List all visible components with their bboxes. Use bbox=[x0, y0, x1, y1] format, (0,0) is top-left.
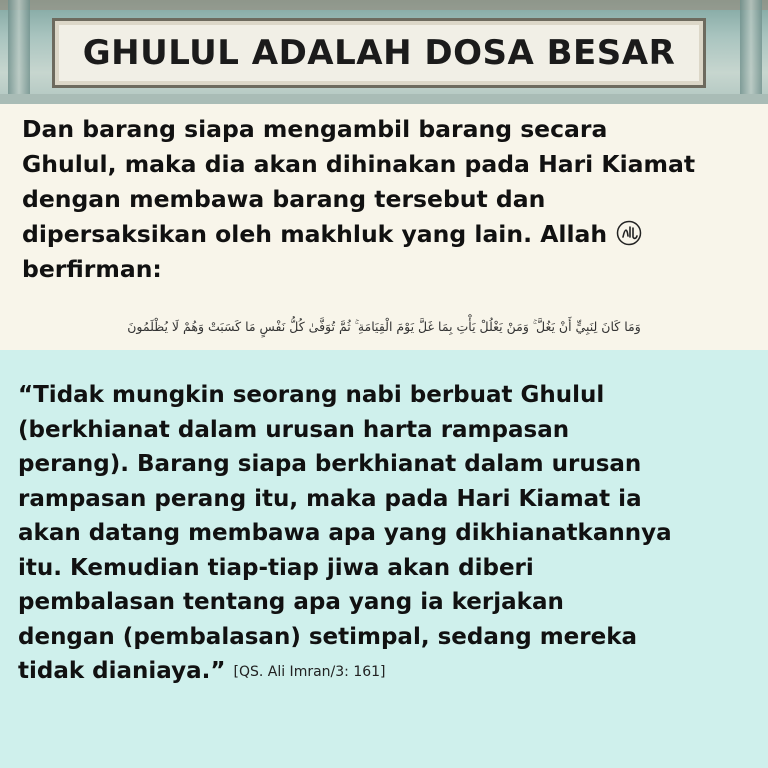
intro-line: Dan barang siapa mengambil barang secara bbox=[22, 115, 608, 143]
intro-line: Ghulul, maka dia akan dihinakan pada Hari Kiamat bbox=[22, 150, 696, 178]
intro-line: dengan membawa barang tersebut dan bbox=[22, 185, 546, 213]
verse-citation: [QS. Ali Imran/3: 161] bbox=[233, 664, 386, 680]
intro-line: dipersaksikan oleh makhluk yang lain. Allah bbox=[22, 220, 608, 248]
title-board bbox=[52, 18, 706, 88]
header-banner bbox=[0, 0, 768, 104]
page-title: GHULUL ADALAH DOSA BESAR bbox=[82, 33, 676, 73]
translation-line: pembalasan tentang apa yang ia kerjakan bbox=[18, 589, 564, 615]
translation-line: dengan (pembalasan) setimpal, sedang mereka bbox=[18, 623, 638, 650]
translation-line: tidak dianiaya.” bbox=[18, 658, 226, 684]
translation-line: perang). Barang siapa berkhianat dalam urusan bbox=[18, 451, 642, 477]
translation-paragraph bbox=[18, 378, 758, 690]
translation-line: itu. Kemudian tiap-tiap jiwa akan diberi bbox=[18, 554, 534, 581]
quran-verse-arabic: وَمَا كَانَ لِنَبِيٍّ أَنْ يَغُلَّ ۚ وَمَنْ يَغْلُلْ يَأْتِ بِمَا غَلَّ يَوْمَ الْقِيَامَةِ ۚ ثُمَّ تُوَفَّىٰ كُلُّ نَفْسٍ مَا كَسَبَتْ وَهُمْ لَا يُظْلَمُونَ bbox=[127, 319, 641, 334]
banner-top-edge bbox=[0, 0, 768, 10]
banner-bottom-edge bbox=[0, 94, 768, 104]
intro-section bbox=[0, 104, 768, 350]
intro-line: berfirman: bbox=[22, 255, 162, 283]
translation-line: rampasan perang itu, maka pada Hari Kiamat ia bbox=[18, 485, 642, 512]
translation-line: akan datang membawa apa yang dikhianatkannya bbox=[18, 520, 672, 546]
intro-paragraph bbox=[22, 112, 752, 287]
intro-line-with-honorific bbox=[22, 217, 752, 252]
translation-line: (berkhianat dalam urusan harta rampasan bbox=[18, 416, 570, 443]
jalla-jalaluhu-calligraphy-icon bbox=[615, 220, 643, 246]
translation-line: “Tidak mungkin seorang nabi berbuat Ghulul bbox=[18, 382, 605, 408]
translation-last-line bbox=[18, 654, 758, 690]
banner-right-pillar bbox=[740, 0, 762, 104]
translation-section bbox=[0, 350, 768, 768]
banner-left-pillar bbox=[8, 0, 30, 104]
